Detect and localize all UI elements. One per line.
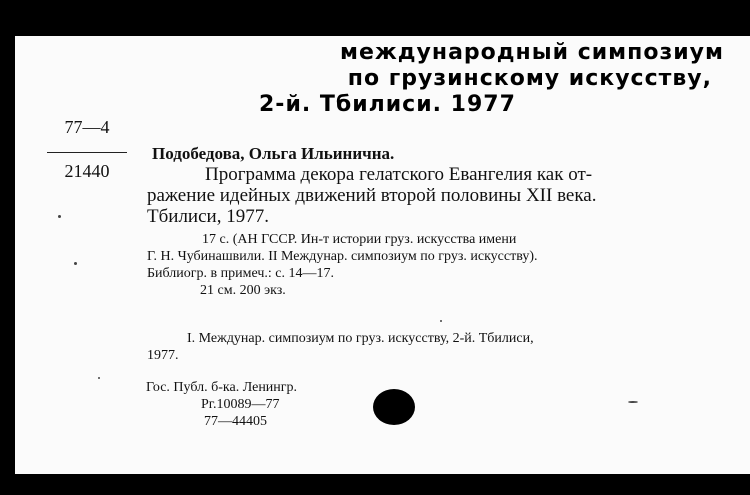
call-number-top: 77—4 — [64, 117, 110, 137]
call-number-bottom: 21440 — [64, 161, 110, 181]
title-line-3: Тбилиси, 1977. — [147, 206, 269, 227]
library-line-2: Рг.10089—77 — [201, 397, 280, 412]
description-line-3: Библиогр. в примеч.: с. 14—17. — [147, 266, 334, 281]
library-line-3: 77—44405 — [204, 414, 267, 429]
handwritten-subject — [222, 40, 732, 118]
handwritten-line-2: по грузинскому искусству, — [347, 66, 712, 91]
library-stamp — [146, 379, 297, 430]
speck — [440, 320, 442, 322]
description-line-4: 21 см. 200 экз. — [200, 283, 286, 298]
library-line-1: Гос. Публ. б-ка. Ленингр. — [146, 380, 298, 395]
speck — [74, 262, 77, 265]
speck — [628, 401, 638, 403]
title-line-2: ражение идейных движений второй половины XII века. — [147, 185, 597, 206]
physical-description — [147, 231, 725, 299]
handwritten-line-1: международный симпозиум — [339, 40, 724, 65]
tracing-line-2: 1977. — [147, 348, 179, 363]
speck — [98, 377, 100, 379]
title-line-1: Программа декора гелатского Евангелия как от- — [205, 164, 593, 185]
call-number-divider — [47, 152, 127, 153]
description-line-2: Г. Н. Чубинашвили. II Междунар. симпозиум по груз. искусству). — [147, 249, 538, 264]
description-line-1: 17 с. (АН ГССР. Ин-т истории груз. искусства имени — [202, 232, 517, 247]
handwritten-line-3: 2-й. Тбилиси. 1977 — [259, 92, 516, 117]
tracing-line-1: I. Междунар. симпозиум по груз. искусству, 2-й. Тбилиси, — [187, 331, 534, 346]
call-number — [47, 117, 127, 182]
tracing — [147, 330, 727, 364]
author-heading: Подобедова, Ольга Ильинична. — [152, 144, 395, 163]
speck — [58, 215, 61, 218]
punch-hole — [373, 389, 415, 425]
title-block — [147, 164, 722, 227]
